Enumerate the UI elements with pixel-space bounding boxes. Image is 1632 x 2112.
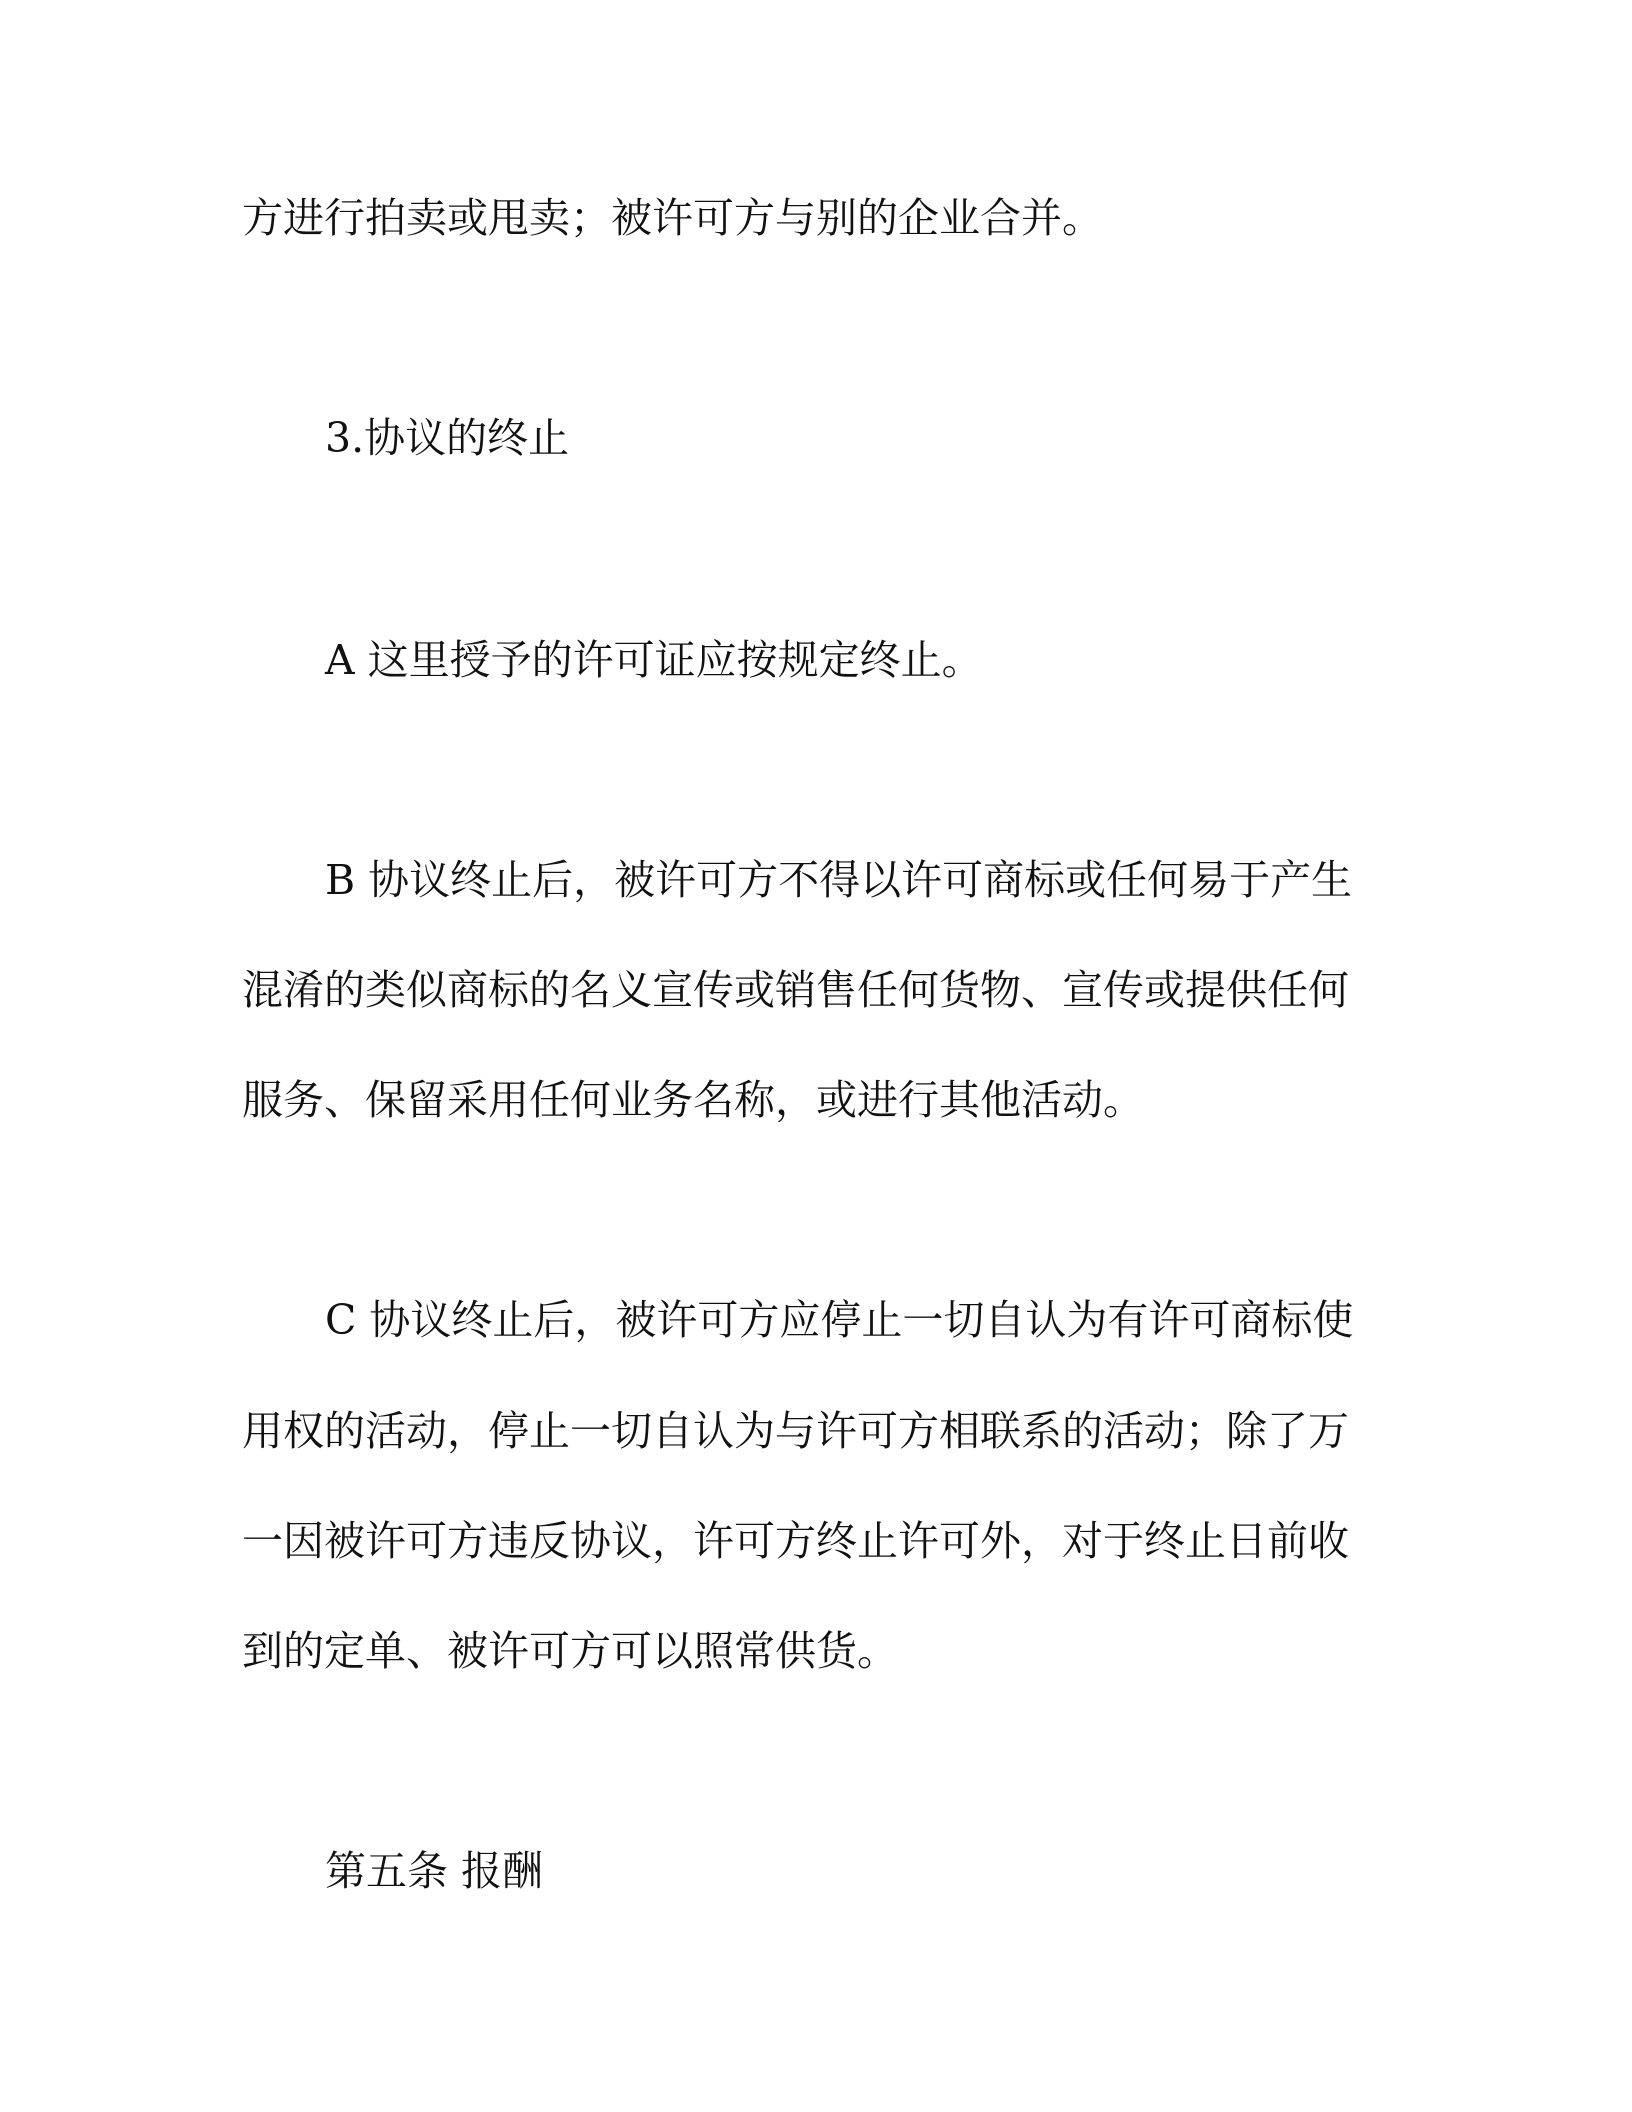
clause-c-line-1: C 协议终止后，被许可方应停止一切自认为有许可商标使 <box>325 1296 1354 1344</box>
clause-b-line-3: 服务、保留采用任何业务名称，或进行其他活动。 <box>242 1076 1144 1124</box>
section-heading-termination: 3.协议的终止 <box>325 414 570 462</box>
clause-b-line-2: 混淆的类似商标的名义宣传或销售任何货物、宣传或提供任何 <box>242 966 1349 1014</box>
article-five-heading: 第五条 报酬 <box>325 1847 544 1895</box>
clause-b-line-1: B 协议终止后，被许可方不得以许可商标或任何易于产生 <box>325 856 1353 904</box>
clause-c-line-2: 用权的活动，停止一切自认为与许可方相联系的活动；除了万 <box>242 1407 1349 1455</box>
clause-c-line-4: 到的定单、被许可方可以照常供货。 <box>242 1627 898 1675</box>
paragraph-continuation-line-1: 方进行拍卖或甩卖；被许可方与别的企业合并。 <box>242 194 1103 242</box>
clause-a-line-1: A 这里授予的许可证应按规定终止。 <box>325 636 983 684</box>
clause-c-line-3: 一因被许可方违反协议，许可方终止许可外，对于终止日前收 <box>242 1517 1349 1565</box>
